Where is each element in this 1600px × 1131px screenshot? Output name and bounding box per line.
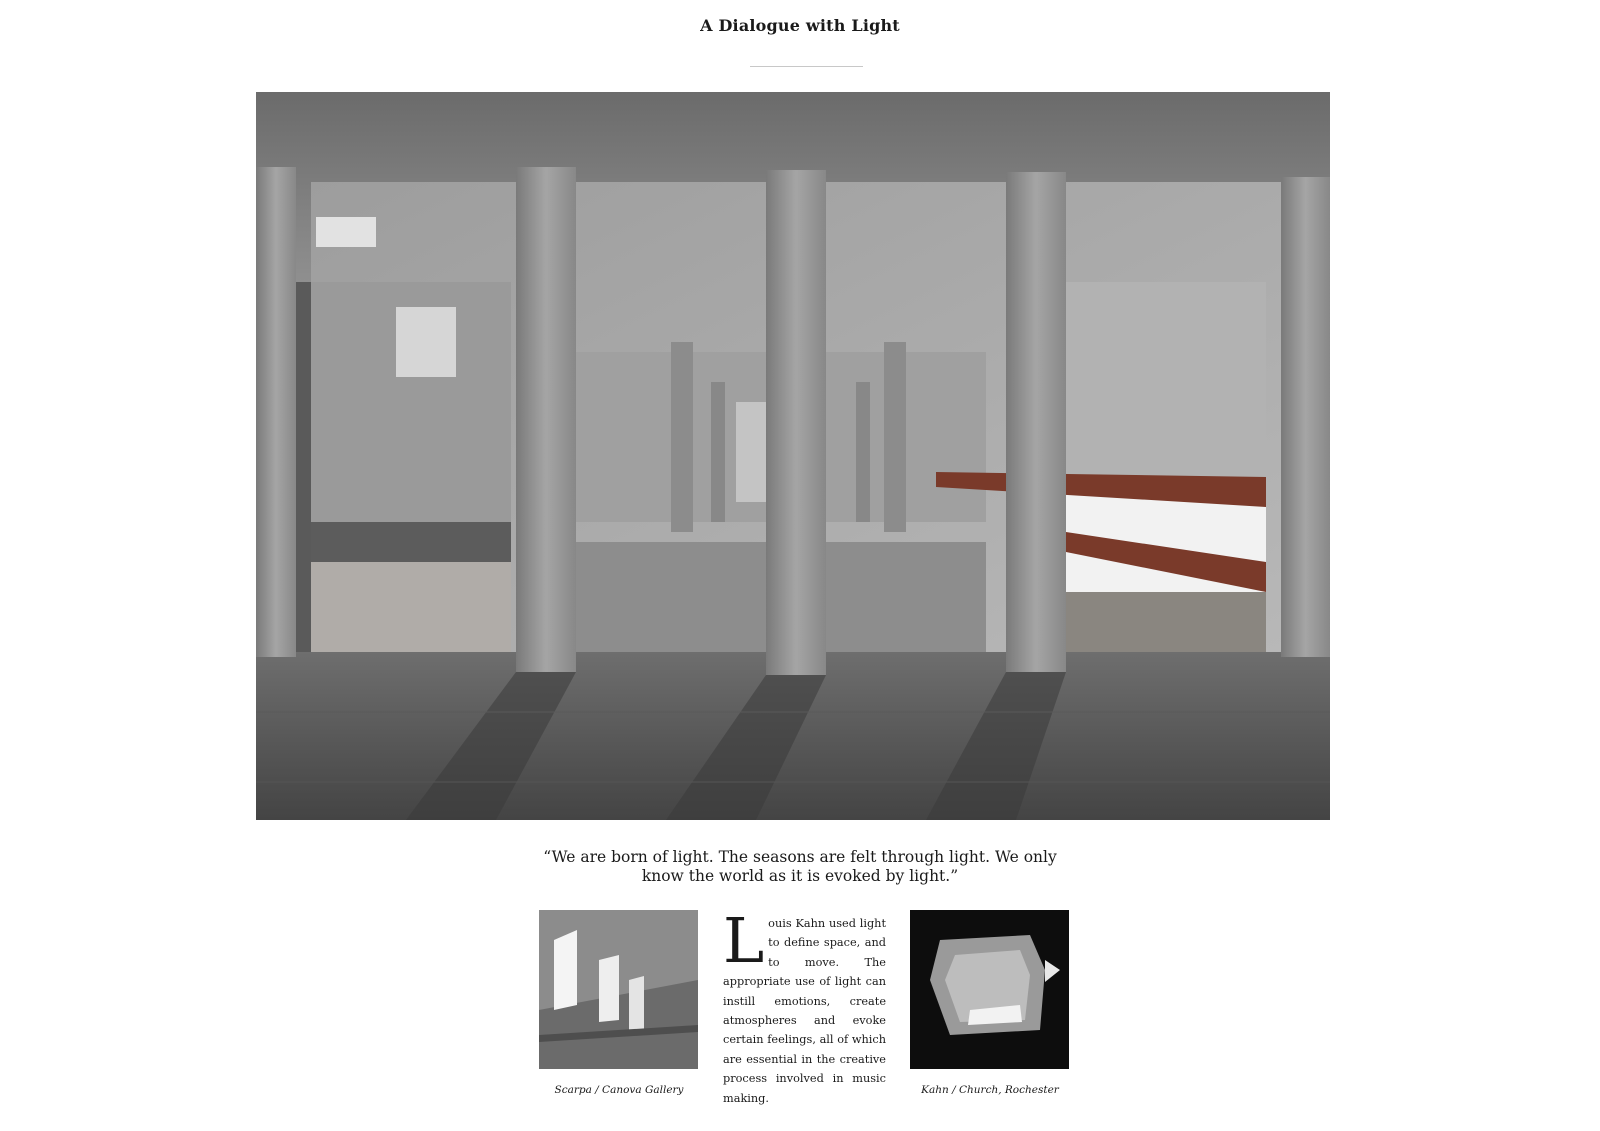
scarpa-caption: Scarpa / Canova Gallery [554, 1084, 684, 1096]
drop-cap: L [723, 904, 765, 977]
kahn-lightwell-image [910, 910, 1069, 1069]
body-text: ouis Kahn used light to define space, and to move. The appropriate use of light can instill emotions, create atmospheres and evoke certain feelings, all of which are essential in the creative process involved in music making. [723, 917, 886, 1105]
title-divider [750, 66, 863, 67]
hero-render-image [256, 92, 1330, 820]
page-title: A Dialogue with Light [700, 16, 900, 35]
kahn-caption: Kahn / Church, Rochester [921, 1084, 1059, 1096]
scarpa-skylight-image [539, 910, 698, 1069]
body-paragraph [723, 904, 886, 1108]
quote: “We are born of light. The seasons are felt through light. We only know the world as it is evoked by light.” [543, 848, 1057, 885]
